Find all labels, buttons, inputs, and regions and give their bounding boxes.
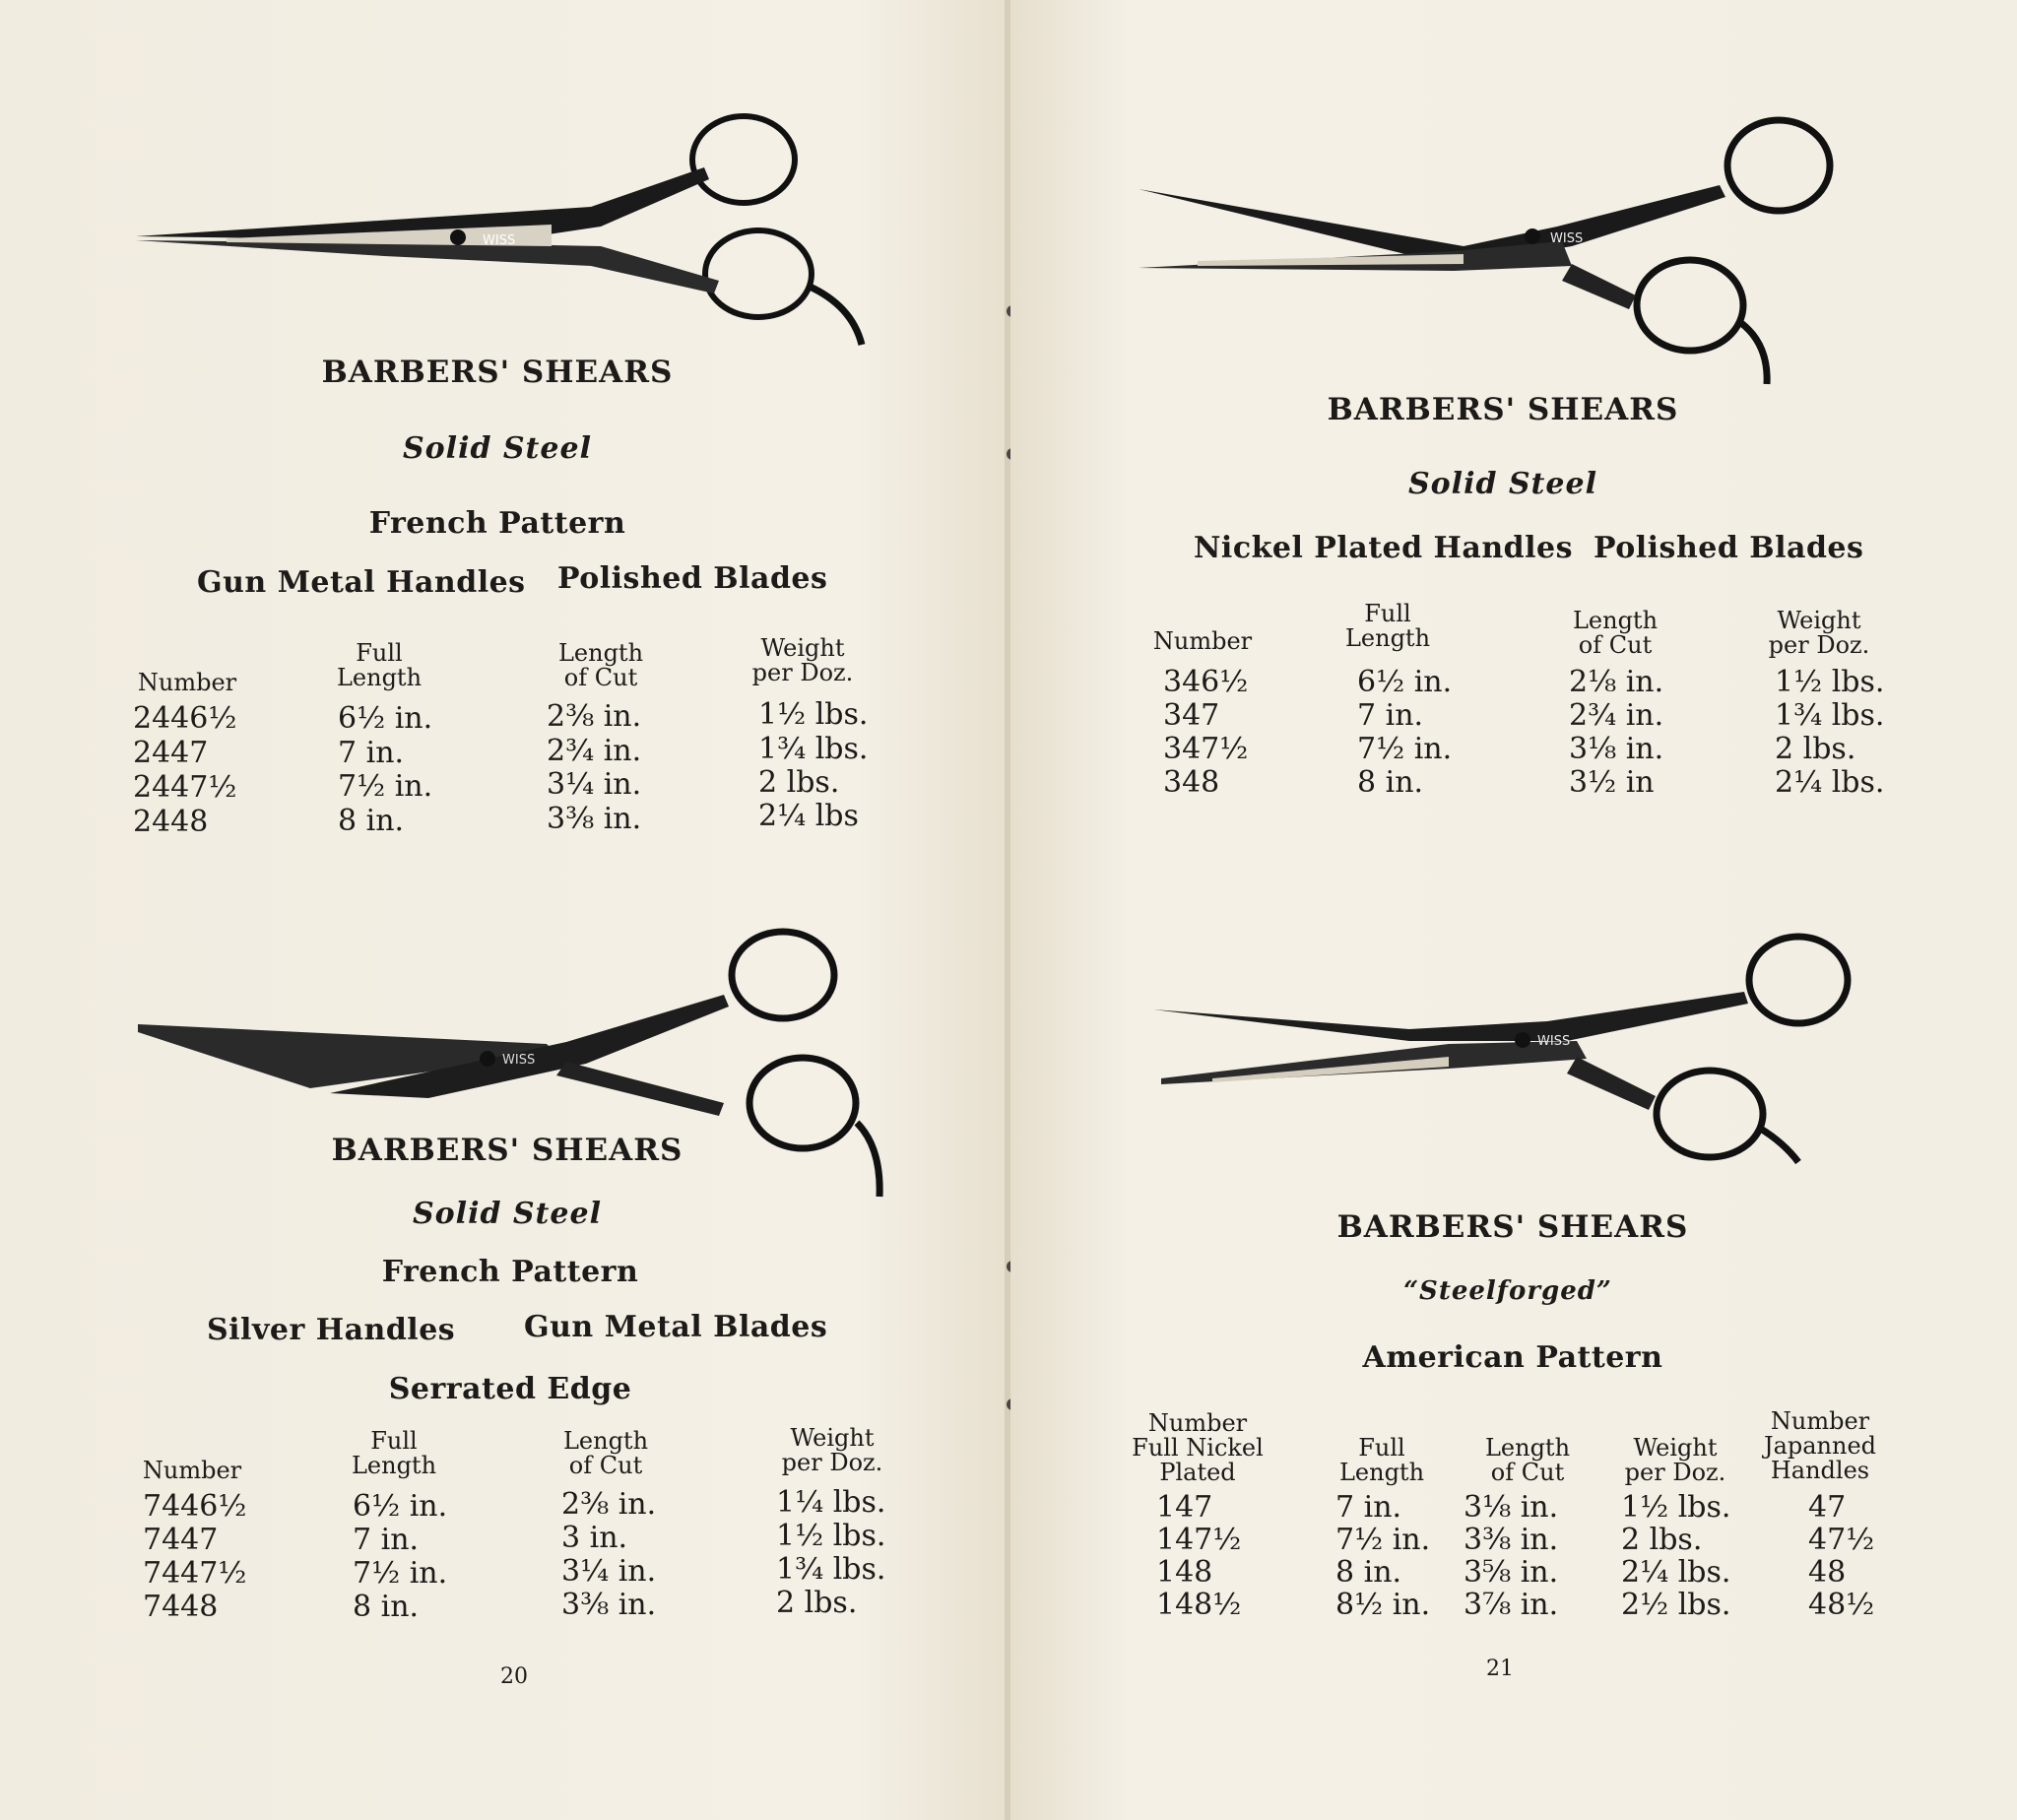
cell-full-length: 7½ in.: [1335, 1523, 1431, 1557]
section-pattern: American Pattern: [1362, 1340, 1663, 1375]
section-pattern: French Pattern: [368, 506, 626, 541]
column-header-length-of-cut: Length of Cut: [1484, 1434, 1571, 1486]
section-title: BARBERS' SHEARS: [321, 355, 674, 390]
column-header-full-length: Full Length: [336, 639, 423, 691]
cell-length-of-cut: 3⅞ in.: [1464, 1588, 1559, 1622]
cell-weight: 1½ lbs.: [1621, 1490, 1731, 1525]
nickel-plated-shears-image: [1139, 108, 1926, 394]
column-header-number: Number: [142, 1457, 242, 1484]
cell-full-length: 6½ in.: [338, 701, 433, 736]
feature-handles: Nickel Plated Handles: [1194, 531, 1574, 565]
column-header-number: Number: [1152, 627, 1253, 655]
cell-number: 2446½: [133, 701, 237, 736]
cell-full-length: 7½ in.: [338, 769, 433, 804]
cell-full-length: 8 in.: [1335, 1555, 1402, 1590]
cell-length-of-cut: 3⅝ in.: [1464, 1555, 1559, 1590]
cell-length-of-cut: 3⅛ in.: [1569, 732, 1664, 766]
svg-text:WISS: WISS: [1550, 231, 1584, 246]
cell-length-of-cut: 3⅛ in.: [1464, 1490, 1559, 1525]
cell-number: 347½: [1163, 732, 1249, 766]
cell-number: 2447: [133, 736, 209, 770]
serrated-edge-label: Serrated Edge: [388, 1372, 632, 1406]
cell-number-japanned: 48½: [1808, 1588, 1875, 1622]
cell-full-length: 7½ in.: [1357, 732, 1453, 766]
cell-weight: 2 lbs.: [758, 765, 840, 800]
cell-length-of-cut: 3¼ in.: [547, 767, 642, 802]
cell-number-nickel: 147: [1156, 1490, 1213, 1525]
cell-weight: 1½ lbs.: [1775, 665, 1885, 699]
cell-length-of-cut: 2¾ in.: [547, 734, 642, 768]
column-header-number-nickel: Number Full Nickel Plated: [1132, 1409, 1264, 1486]
cell-weight: 2 lbs.: [1775, 732, 1856, 766]
section-material: Solid Steel: [413, 1197, 602, 1231]
cell-length-of-cut: 2¾ in.: [1569, 698, 1664, 733]
cell-length-of-cut: 2⅜ in.: [561, 1487, 657, 1522]
column-header-full-length: Full Length: [1338, 1434, 1425, 1486]
french-pattern-shears-image: [128, 108, 877, 355]
cell-weight: 2¼ lbs: [758, 799, 859, 833]
cell-full-length: 7 in.: [1335, 1490, 1402, 1525]
column-header-full-length: Full Length: [1344, 600, 1431, 652]
cell-number: 7448: [143, 1590, 219, 1624]
feature-handles: Gun Metal Handles: [197, 565, 526, 600]
cell-number: 346½: [1163, 665, 1249, 699]
section-title: BARBERS' SHEARS: [1327, 392, 1679, 427]
cell-number-japanned: 48: [1808, 1555, 1847, 1590]
feature-blades: Polished Blades: [1594, 531, 1864, 565]
column-header-full-length: Full Length: [351, 1427, 437, 1479]
cell-full-length: 7 in.: [353, 1523, 420, 1557]
cell-full-length: 8 in.: [338, 804, 405, 838]
column-header-weight: Weight per Doz.: [1624, 1434, 1726, 1486]
column-header-weight: Weight per Doz.: [751, 634, 854, 686]
section-material: Solid Steel: [1408, 467, 1597, 501]
right-page: [1010, 0, 2017, 1820]
svg-text:WISS: WISS: [1537, 1034, 1571, 1049]
cell-weight: 1¾ lbs.: [1775, 698, 1885, 733]
cell-full-length: 7 in.: [1357, 698, 1424, 733]
cell-full-length: 6½ in.: [1357, 665, 1453, 699]
cell-number: 347: [1163, 698, 1220, 733]
serrated-edge-shears-image: [133, 926, 891, 1211]
cell-length-of-cut: 3⅜ in.: [1464, 1523, 1559, 1557]
cell-weight: 1½ lbs.: [758, 697, 869, 732]
section-title: BARBERS' SHEARS: [1336, 1209, 1689, 1245]
cell-number: 348: [1163, 765, 1220, 800]
cell-number: 2447½: [133, 770, 237, 805]
cell-number-nickel: 148½: [1156, 1588, 1242, 1622]
cell-weight: 2¼ lbs.: [1621, 1555, 1731, 1590]
cell-length-of-cut: 3½ in: [1569, 765, 1655, 800]
cell-number: 2448: [133, 805, 209, 839]
cell-weight: 1¾ lbs.: [776, 1552, 886, 1587]
cell-number-nickel: 148: [1156, 1555, 1213, 1590]
steelforged-shears-image: [1153, 931, 1931, 1167]
section-material: “Steelforged”: [1403, 1276, 1612, 1306]
cell-length-of-cut: 2⅜ in.: [547, 699, 642, 734]
cell-length-of-cut: 3 in.: [561, 1521, 628, 1555]
cell-length-of-cut: 3⅜ in.: [547, 802, 642, 836]
cell-number: 7447: [143, 1523, 219, 1557]
cell-length-of-cut: 3¼ in.: [561, 1554, 657, 1589]
svg-text:WISS: WISS: [502, 1053, 536, 1068]
cell-weight: 2½ lbs.: [1621, 1588, 1731, 1622]
column-header-length-of-cut: Length of Cut: [1572, 607, 1659, 659]
feature-handles: Silver Handles: [207, 1313, 456, 1347]
cell-full-length: 8 in.: [353, 1590, 420, 1624]
cell-number-nickel: 147½: [1156, 1523, 1242, 1557]
cell-weight: 1¾ lbs.: [758, 732, 869, 766]
page-number: 21: [1486, 1657, 1514, 1681]
column-header-length-of-cut: Length of Cut: [557, 639, 644, 691]
svg-text:WISS: WISS: [483, 233, 516, 248]
section-title: BARBERS' SHEARS: [331, 1133, 683, 1168]
cell-length-of-cut: 2⅛ in.: [1569, 665, 1664, 699]
cell-full-length: 8½ in.: [1335, 1588, 1431, 1622]
column-header-number: Number: [137, 669, 237, 696]
feature-blades: Gun Metal Blades: [524, 1310, 828, 1344]
cell-full-length: 6½ in.: [353, 1489, 448, 1524]
cell-length-of-cut: 3⅜ in.: [561, 1588, 657, 1622]
cell-number: 7446½: [143, 1489, 247, 1524]
cell-weight: 2 lbs.: [776, 1586, 858, 1620]
column-header-weight: Weight per Doz.: [781, 1424, 883, 1476]
cell-full-length: 7½ in.: [353, 1556, 448, 1591]
column-header-length-of-cut: Length of Cut: [562, 1427, 649, 1479]
cell-number-japanned: 47: [1808, 1490, 1847, 1525]
column-header-number-japanned: Number Japanned Handles: [1763, 1407, 1877, 1484]
cell-weight: 2¼ lbs.: [1775, 765, 1885, 800]
feature-blades: Polished Blades: [557, 561, 828, 596]
left-page: [0, 0, 1007, 1820]
cell-number: 7447½: [143, 1556, 247, 1591]
cell-full-length: 8 in.: [1357, 765, 1424, 800]
page-number: 20: [500, 1664, 528, 1689]
cell-weight: 2 lbs.: [1621, 1523, 1703, 1557]
cell-weight: 1¼ lbs.: [776, 1485, 886, 1520]
cell-weight: 1½ lbs.: [776, 1519, 886, 1553]
cell-full-length: 7 in.: [338, 736, 405, 770]
cell-number-japanned: 47½: [1808, 1523, 1875, 1557]
section-pattern: French Pattern: [381, 1255, 639, 1289]
section-material: Solid Steel: [403, 431, 592, 466]
column-header-weight: Weight per Doz.: [1768, 607, 1870, 659]
